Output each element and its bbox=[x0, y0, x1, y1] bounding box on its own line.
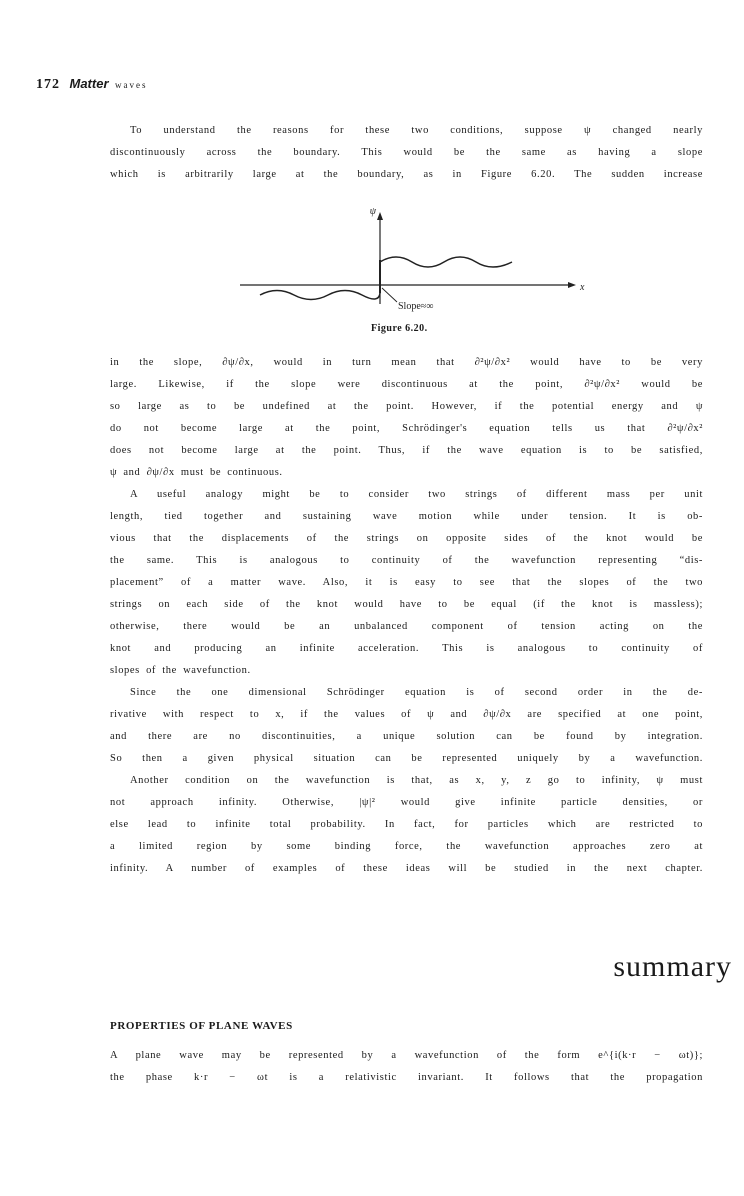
text-line: Another condition on the wavefunction is that, as x, y, z go to infinity, ψ must bbox=[130, 775, 703, 786]
text-line: and there are no discontinuities, a unique solution can be found by integration. bbox=[110, 731, 703, 742]
text-line: a limited region by some binding force, the wavefunction approaches zero at bbox=[110, 841, 703, 852]
slope-label: Slope≈∞ bbox=[398, 301, 434, 312]
text-line: the same. This is analogous to continuity of the wavefunction representing “dis- bbox=[110, 555, 703, 566]
text-line: discontinuously across the boundary. This would be the same as having a slope bbox=[110, 147, 703, 158]
text-line: vious that the displacements of the strings on opposite sides of the knot would be bbox=[110, 533, 703, 544]
right-wave bbox=[380, 257, 512, 267]
slope-pointer bbox=[382, 288, 397, 302]
psi-axis-arrow bbox=[377, 212, 383, 220]
text-line: rivative with respect to x, if the values of ψ and ∂ψ/∂x are specified at one point, bbox=[110, 709, 703, 720]
text-line: otherwise, there would be an unbalanced component of tension acting on the bbox=[110, 621, 703, 632]
text-line: do not become large at the point, Schrödinger's equation tells us that ∂²ψ/∂x² bbox=[110, 423, 703, 434]
running-title: Matter bbox=[69, 76, 109, 91]
figure-caption: Figure 6.20. bbox=[371, 323, 428, 334]
paragraph-1 bbox=[110, 120, 703, 186]
text-line: does not become large at the point. Thus, if the wave equation is to be satisfied, bbox=[110, 445, 703, 456]
x-axis-label: x bbox=[580, 282, 585, 293]
text-line: knot and producing an infinite acceleration. This is analogous to continuity of bbox=[110, 643, 703, 654]
psi-axis-label: ψ bbox=[369, 208, 376, 217]
text-line: not approach infinity. Otherwise, |ψ|² would give infinite particle densities, or bbox=[110, 797, 703, 808]
section-title: PROPERTIES OF PLANE WAVES bbox=[110, 1020, 293, 1032]
text-line: To understand the reasons for these two conditions, suppose ψ changed nearly bbox=[130, 125, 703, 136]
text-line: which is arbitrarily large at the boundary, as in Figure 6.20. The sudden increase bbox=[110, 169, 703, 180]
summary-heading: summary bbox=[613, 950, 732, 983]
text-line: the phase k·r − ωt is a relativistic invariant. It follows that the propagation bbox=[110, 1072, 703, 1083]
x-axis-arrow bbox=[568, 282, 576, 288]
text-line: so large as to be undefined at the point. However, if the potential energy and ψ bbox=[110, 401, 703, 412]
text-line: else lead to infinite total probability. In fact, for particles which are restricted to bbox=[110, 819, 703, 830]
text-line: A useful analogy might be to consider two strings of different mass per unit bbox=[130, 489, 703, 500]
text-line: infinity. A number of examples of these ideas will be studied in the next chapter. bbox=[110, 863, 703, 874]
running-subtitle: waves bbox=[115, 80, 148, 90]
text-line: length, tied together and sustaining wave motion while under tension. It is ob- bbox=[110, 511, 703, 522]
text-line: large. Likewise, if the slope were discontinuous at the point, ∂²ψ/∂x² would be bbox=[110, 379, 703, 390]
text-line: ψ and ∂ψ/∂x must be continuous. bbox=[110, 467, 283, 478]
paragraph-2 bbox=[110, 352, 703, 880]
page-number: 172 bbox=[36, 77, 60, 92]
text-line: slopes of the wavefunction. bbox=[110, 665, 251, 676]
figure-6-20 bbox=[230, 208, 590, 333]
text-line: in the slope, ∂ψ/∂x, would in turn mean that ∂²ψ/∂x² would have to be very bbox=[110, 357, 703, 368]
left-wave bbox=[260, 291, 380, 300]
page-header bbox=[36, 76, 148, 93]
paragraph-6 bbox=[110, 1045, 703, 1089]
text-line: So then a given physical situation can be represented uniquely by a wavefunction. bbox=[110, 753, 703, 764]
text-line: Since the one dimensional Schrödinger equation is of second order in the de- bbox=[130, 687, 703, 698]
text-line: strings on each side of the knot would have to be equal (if the knot is massless); bbox=[110, 599, 703, 610]
text-line: placement” of a matter wave. Also, it is easy to see that the slopes of the two bbox=[110, 577, 703, 588]
text-line: A plane wave may be represented by a wavefunction of the form e^{i(k·r − ωt)}; bbox=[110, 1050, 703, 1061]
